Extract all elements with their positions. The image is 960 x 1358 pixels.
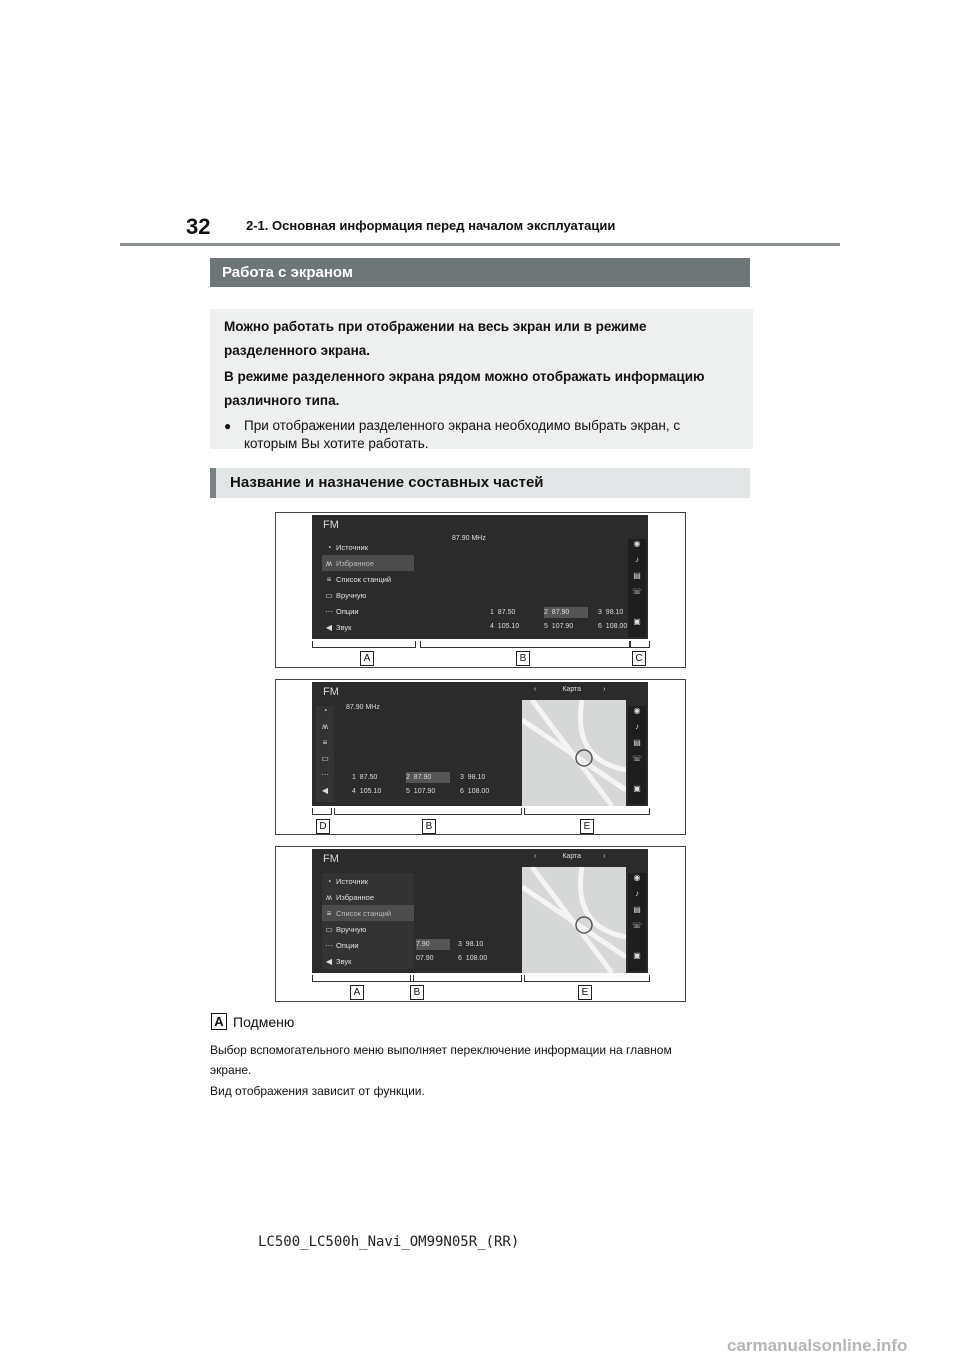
sound-icon[interactable]: ◀ [321,786,329,795]
options-icon[interactable]: ··· [321,770,329,779]
music-icon[interactable]: ♪ [635,889,639,898]
source-icon: ◔ [326,876,332,886]
bracket-b [334,808,522,815]
chevron-left-icon[interactable]: ‹ [534,686,537,693]
bullet-icon: ● [224,419,232,433]
preset-2[interactable]: 7.90 [416,939,450,950]
preset-4[interactable]: 4 105.10 [490,623,520,630]
preset-3[interactable]: 3 98.10 [460,774,486,781]
intro-text-2a: В режиме разделенного экрана рядом можно отображать информацию [224,369,705,384]
map-roads [522,867,626,973]
preset-5[interactable]: 5 107.90 [406,788,436,795]
callout-b: B [422,819,436,834]
preset-2[interactable]: 2 87.90 [406,772,450,783]
source-icon[interactable]: ◔ [322,706,328,715]
intro-text-1b: разделенного экрана. [224,343,370,358]
bracket-a [312,975,414,982]
split-icon[interactable]: ▣ [633,617,641,626]
callout-b: B [410,985,424,1000]
menu-item-favorites[interactable]: ʍ Избранное [322,555,414,571]
side-bar [628,539,646,637]
preset-4[interactable]: 4 105.10 [352,788,382,795]
display-screen-split [312,682,648,806]
desc-line-1b: экране. [210,1063,252,1077]
phone-icon[interactable]: ☏ [631,921,642,930]
bracket-b [420,641,630,648]
chapter-title: 2-1. Основная информация перед началом эксплуатации [246,218,616,233]
image-icon[interactable]: ▤ [633,905,641,914]
chevron-right-icon[interactable]: › [603,686,606,693]
options-icon: ··· [325,606,333,616]
menu-item-manual[interactable]: ▭ Вручную [322,587,414,603]
chevron-left-icon[interactable]: ‹ [534,853,537,860]
screen-figure-full [275,512,686,668]
preset-1[interactable]: 1 87.50 [490,609,516,616]
bullet-text-a: При отображении разделенного экрана необходимо выбрать экран, с [244,418,681,433]
callout-a: A [350,985,364,1000]
menu-item-stations[interactable]: ≡ Список станций [322,905,414,921]
intro-text-2b: различного типа. [224,393,340,408]
icon-menu [316,706,334,802]
manual-icon: ▭ [325,590,333,600]
display-screen-split-menu [312,849,648,973]
menu-item-sound[interactable]: ◀ Звук [322,953,414,969]
options-icon: ··· [325,940,333,950]
map-roads [522,700,626,806]
submenu [322,539,414,635]
manual-icon: ▭ [325,924,333,934]
menu-item-options[interactable]: ··· Опции [322,603,414,619]
list-icon: ≡ [326,574,332,584]
sound-icon: ◀ [325,622,333,632]
intro-bullet [224,417,739,453]
map-view[interactable] [522,867,626,973]
music-icon[interactable]: ♪ [635,555,639,564]
callout-b: B [516,651,530,666]
menu-item-source[interactable]: ◔ Источник [322,873,414,889]
callout-c: C [632,651,646,666]
side-bar [628,873,646,971]
favorites-icon: ʍ [326,558,332,568]
list-icon[interactable]: ≡ [322,738,328,747]
favorites-icon: ʍ [326,892,332,902]
menu-item-manual[interactable]: ▭ Вручную [322,921,414,937]
watermark: carmanualsonline.info [727,1336,908,1355]
manual-icon[interactable]: ▭ [321,754,329,763]
image-icon[interactable]: ▤ [633,738,641,747]
map-title: Карта [562,686,582,693]
frequency: 87.90 MHz [346,704,380,711]
map-header [534,686,620,693]
nav-icon[interactable]: ◉ [633,706,641,715]
menu-item-favorites[interactable]: ʍ Избранное [322,889,414,905]
bracket-b [410,975,522,982]
submenu [322,873,414,969]
screen-figure-split-menu [275,846,686,1002]
menu-item-options[interactable]: ··· Опции [322,937,414,953]
preset-6[interactable]: 6 108.00 [598,623,628,630]
callout-a: A [360,651,374,666]
preset-6[interactable]: 6 108.00 [458,955,488,962]
preset-3[interactable]: 3 98.10 [458,941,484,948]
callout-d: D [316,819,330,834]
screen-title: FM [323,519,339,531]
split-icon[interactable]: ▣ [633,951,641,960]
submenu-title: Подменю [233,1014,295,1030]
callout-e: E [580,819,594,834]
bracket-e [524,975,650,982]
submenu-label-box: A [211,1013,227,1030]
menu-item-stations[interactable]: ≡ Список станций [322,571,414,587]
image-icon[interactable]: ▤ [633,571,641,580]
bullet-text-b: которым Вы хотите работать. [244,436,429,451]
menu-item-source[interactable]: ◔ Источник [322,539,414,555]
page-number: 32 [186,214,211,239]
frequency: 87.90 MHz [452,535,486,542]
nav-icon[interactable]: ◉ [633,539,641,548]
intro-text-1a: Можно работать при отображении на весь экран или в режиме [224,319,647,334]
sound-icon: ◀ [325,956,333,966]
desc-line-1: Выбор вспомогательного меню выполняет переключение информации на главном [210,1043,672,1057]
list-icon: ≡ [326,908,332,918]
preset-3[interactable]: 3 98.10 [598,609,624,616]
preset-1[interactable]: 1 87.50 [352,774,378,781]
map-title: Карта [562,853,582,860]
menu-item-sound[interactable]: ◀ Звук [322,619,414,635]
bracket-a [312,641,416,648]
music-icon[interactable]: ♪ [635,722,639,731]
preset-6[interactable]: 6 108.00 [460,788,490,795]
phone-icon[interactable]: ☏ [631,587,642,596]
preset-2[interactable]: 2 87.90 [544,607,588,618]
chevron-right-icon[interactable]: › [603,853,606,860]
section-heading-screen: Работа с экраном [210,258,750,287]
desc-line-2: Вид отображения зависит от функции. [210,1084,425,1098]
bracket-d [312,808,332,815]
preset-5[interactable]: 07.90 [416,955,434,962]
side-bar [628,706,646,804]
footer-code: LC500_LC500h_Navi_OM99N05R_(RR) [258,1234,520,1250]
preset-5[interactable]: 5 107.90 [544,623,574,630]
header-rule [120,243,840,246]
display-screen [312,515,648,639]
screen-title: FM [323,853,339,865]
callout-e: E [578,985,592,1000]
bracket-e [524,808,650,815]
screen-title: FM [323,686,339,698]
phone-icon[interactable]: ☏ [631,754,642,763]
bracket-c [630,641,650,648]
screen-figure-split [275,679,686,835]
favorites-icon[interactable]: ʍ [322,722,328,731]
source-icon: ◔ [326,542,332,552]
nav-icon[interactable]: ◉ [633,873,641,882]
intro-box [210,309,753,449]
map-view[interactable] [522,700,626,806]
split-icon[interactable]: ▣ [633,784,641,793]
section-heading-parts: Название и назначение составных частей [210,468,750,498]
map-header [534,853,620,860]
